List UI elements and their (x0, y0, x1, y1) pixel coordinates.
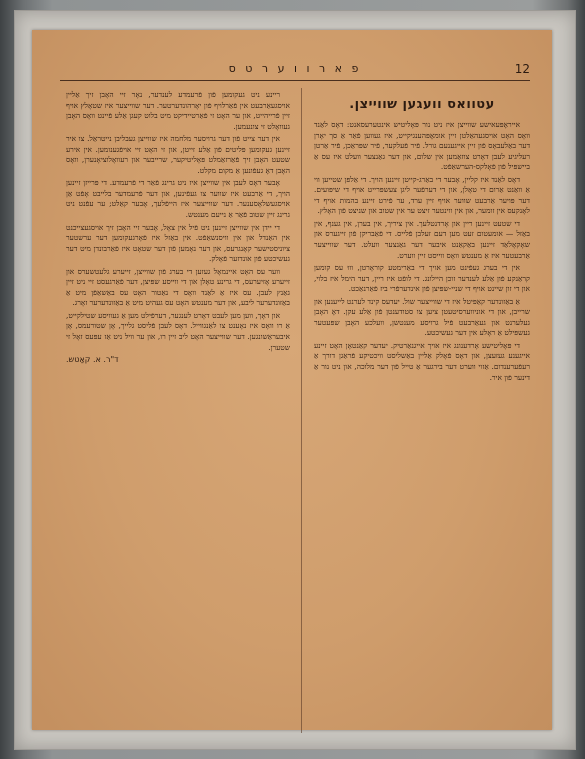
paragraph: ווער עס האָט איינמאָל געזען די בערג פֿון שווייצן, זייערע גלעטשערס און זייערע אָזיערעס, די גרינע טאָלן און די ווייסע שפּיצן, דער פֿאַרגעסט זיי ניט זיין גאַנץ לעבן. עס איז אַ לאַנד וואָס די נאַטור האָט עס באַשאַפֿן מיט אַ באַזונדערער ליבע, און דער מענטש האָט עס געהיט מיט אַ באַזונדערער זאָרג. (66, 266, 290, 308)
page-number: 12 (514, 62, 530, 76)
paragraph: ריינע ניט געקומען פֿון פֿרעמדע לענדער, נאָר זיי האָבן זיך אַליין אויסגעאַרבעט אין פֿאַרלויף פֿון יאָרהונדערטער. דער שווייצער איז שטאָלץ אויף זיין פֿרייהייט, און ער האָט זי פֿאַרטיידיקט מיט בלוט קעגן אַלע פֿיינט וואָס האָבן געוואָלט זי צונעמען. (66, 90, 290, 131)
journal-title: פ א ר ו ו ע ר ט ס (228, 62, 362, 75)
article-title: עטוואס וועגען שווייצן. (349, 97, 495, 112)
column-divider (301, 88, 302, 733)
paragraph: די יידן אין שווייצן זיינען ניט פֿיל אין צאָל, אָבער זיי האָבן זיך אויסגעצייכנט אין האַנדל און אין וויסנשאַפֿט. אין באַזל איז פֿאָרגעקומען דער ערשטער ציוניסטישער קאָנגרעס, און דער נאָמען פֿון דער שטאָט איז פֿאַרבונדן מיט דער געשיכטע פֿון אונדזער פֿאָלק. (66, 222, 290, 264)
paragraph: דאָס לאַנד איז קליין, אָבער די באַרג-קייטן זיינען הויך. די אַלפּן שטייען ווי אַ וואַנט אַרום די טאָלן, און די דערפֿער ליגן צעשפּרייט אויף די שיפּועים. דער פּויער אַרבעט שווער אויף זיין ערד, ער פֿירט זיינע בהמות אויף די לאָנקעס אין זומער, און אין ווינטער זיצט ער אין שטוב און שניצט פֿון האָלץ. (314, 174, 530, 216)
paragraph: אָבער דאָס לעבן אין שווייצן איז ניט גרינג פֿאַר די פֿרעמדע. די פּרייזן זיינען הויך, די אַרבעט איז שווער צו געפֿינען, און דער פֿרעמדער בלייבט אָפֿט אַן אויסגעשלאָסענער. דער שווייצער איז הייפֿלעך, אָבער קאַלט; ער עפֿנט ניט גרינג זיין שטוב פֿאַר אַ נייעם מענטש. (66, 178, 290, 220)
masthead (60, 62, 530, 81)
paragraph: די פּאָליטישע אָרדענונג איז אויך אייגנאַרטיק. יעדער קאַנטאָן האָט זיינע אייגענע געזעצן, און דאָס פֿאָלק אַליין באַשליסט וויכטיקע פֿראַגן דורך אַ רעפֿערענדום. אַזוי ווערט דער בירגער אַ טייל פֿון דער מלוכה, און ניט נור אַ דינער פֿון איר. (314, 340, 530, 382)
paragraph: און דאָך, ווען מען לעבט דאָרט לענגער, דערפֿילט מען אַ געוויסע שטילקייט, אַ רו וואָס איז נאָענט צו לאַנגווייל. דאָס לעבן פֿליסט גלייך, אָן שטורעמס, אָן איבעראַשונגען. דער שווייצער האָט ליב זיין רו, און ער וויל ניט אַז עפּעס זאָל זי שטערן. (66, 310, 290, 352)
newspaper-page (32, 30, 552, 730)
paragraph: אין די בערג געפֿינט מען אויך די באַרימטע קוראָרטן, וווּ עס קומען קראַנקע פֿון אַלע לענדער זוכן היילונג. די לופֿט איז ריין, דער הימל איז בלוי, און די זון שיינט אויף די שניי-שפּיצן פֿון אינדערפֿרי ביז פֿאַרנאַכט. (314, 263, 530, 294)
author-signature: ד"ר. א. קאַטש. (66, 355, 119, 365)
paragraph: די שטעט זיינען ריין און אָרדנטלעך. אין ציריך, אין בערן, אין גענף, אין באַזל — אומעטום זעט מען דעם זעלבן פֿלייס. די פֿאַבריקן פֿון זייגערס און שאָקאָלאַד זיינען באַקאַנט איבער דער גאַנצער וועלט. דער שווייצער אַרבעטער איז אַ מענטש וואָס ווייסט זיין ווערט. (314, 218, 530, 260)
paragraph: אַ באַזונדער קאַפּיטל איז די שווייצער שול. יעדעס קינד לערנט לייענען און שרייבן, און די אוניווערסיטעטן ציען צו סטודענטן פֿון אַלע עקן. דאָ האָבן געלערנט און געאַרבעט פֿיל גרויסע מענטשן, וועלכע האָבן שפּעטער געשפּילט אַ ראָלע אין דער געשיכטע. (314, 296, 530, 338)
paragraph: אין דער צייט פֿון דער גרויסער מלחמה איז שווייצן געבליבן נייטראַל. צו איר זיינען געקומען פּליטים פֿון אַלע זייטן, און זי האָט זיי אויפֿגענומען. אין אירע שטעט האָבן זיך פֿאַרזאַמלט פּאָליטיקער, שרייבער און רעוואָלוציאָנערן, וואָס האָבן דאָ געפֿונען אַ מקום מקלט. (66, 134, 290, 175)
paragraph: אייראָפּעאישע שווייצן איז ניט נור פּאָליטיש אינטערעסאנט: דאָס לאַנד וואָס האָט אויסגעהאַלטן זיין אומאָפּהענגיקייט, איז געווען פֿאַר אַ סך יאָרן דער באַלעבאָס פֿון זיין אייגענעם גורל. פֿיר פֿעלקער, פֿיר שפּראַכן, פֿיר אַרטן רעליגיע לעבן דאָרט צוזאַמען אין שלום, און דער גאַנצער וועלט איז עס אַ ביישפּיל פֿון פֿאָלקס-הערשאַפֿט. (314, 120, 530, 172)
left-column (66, 90, 290, 730)
right-column (314, 90, 530, 730)
